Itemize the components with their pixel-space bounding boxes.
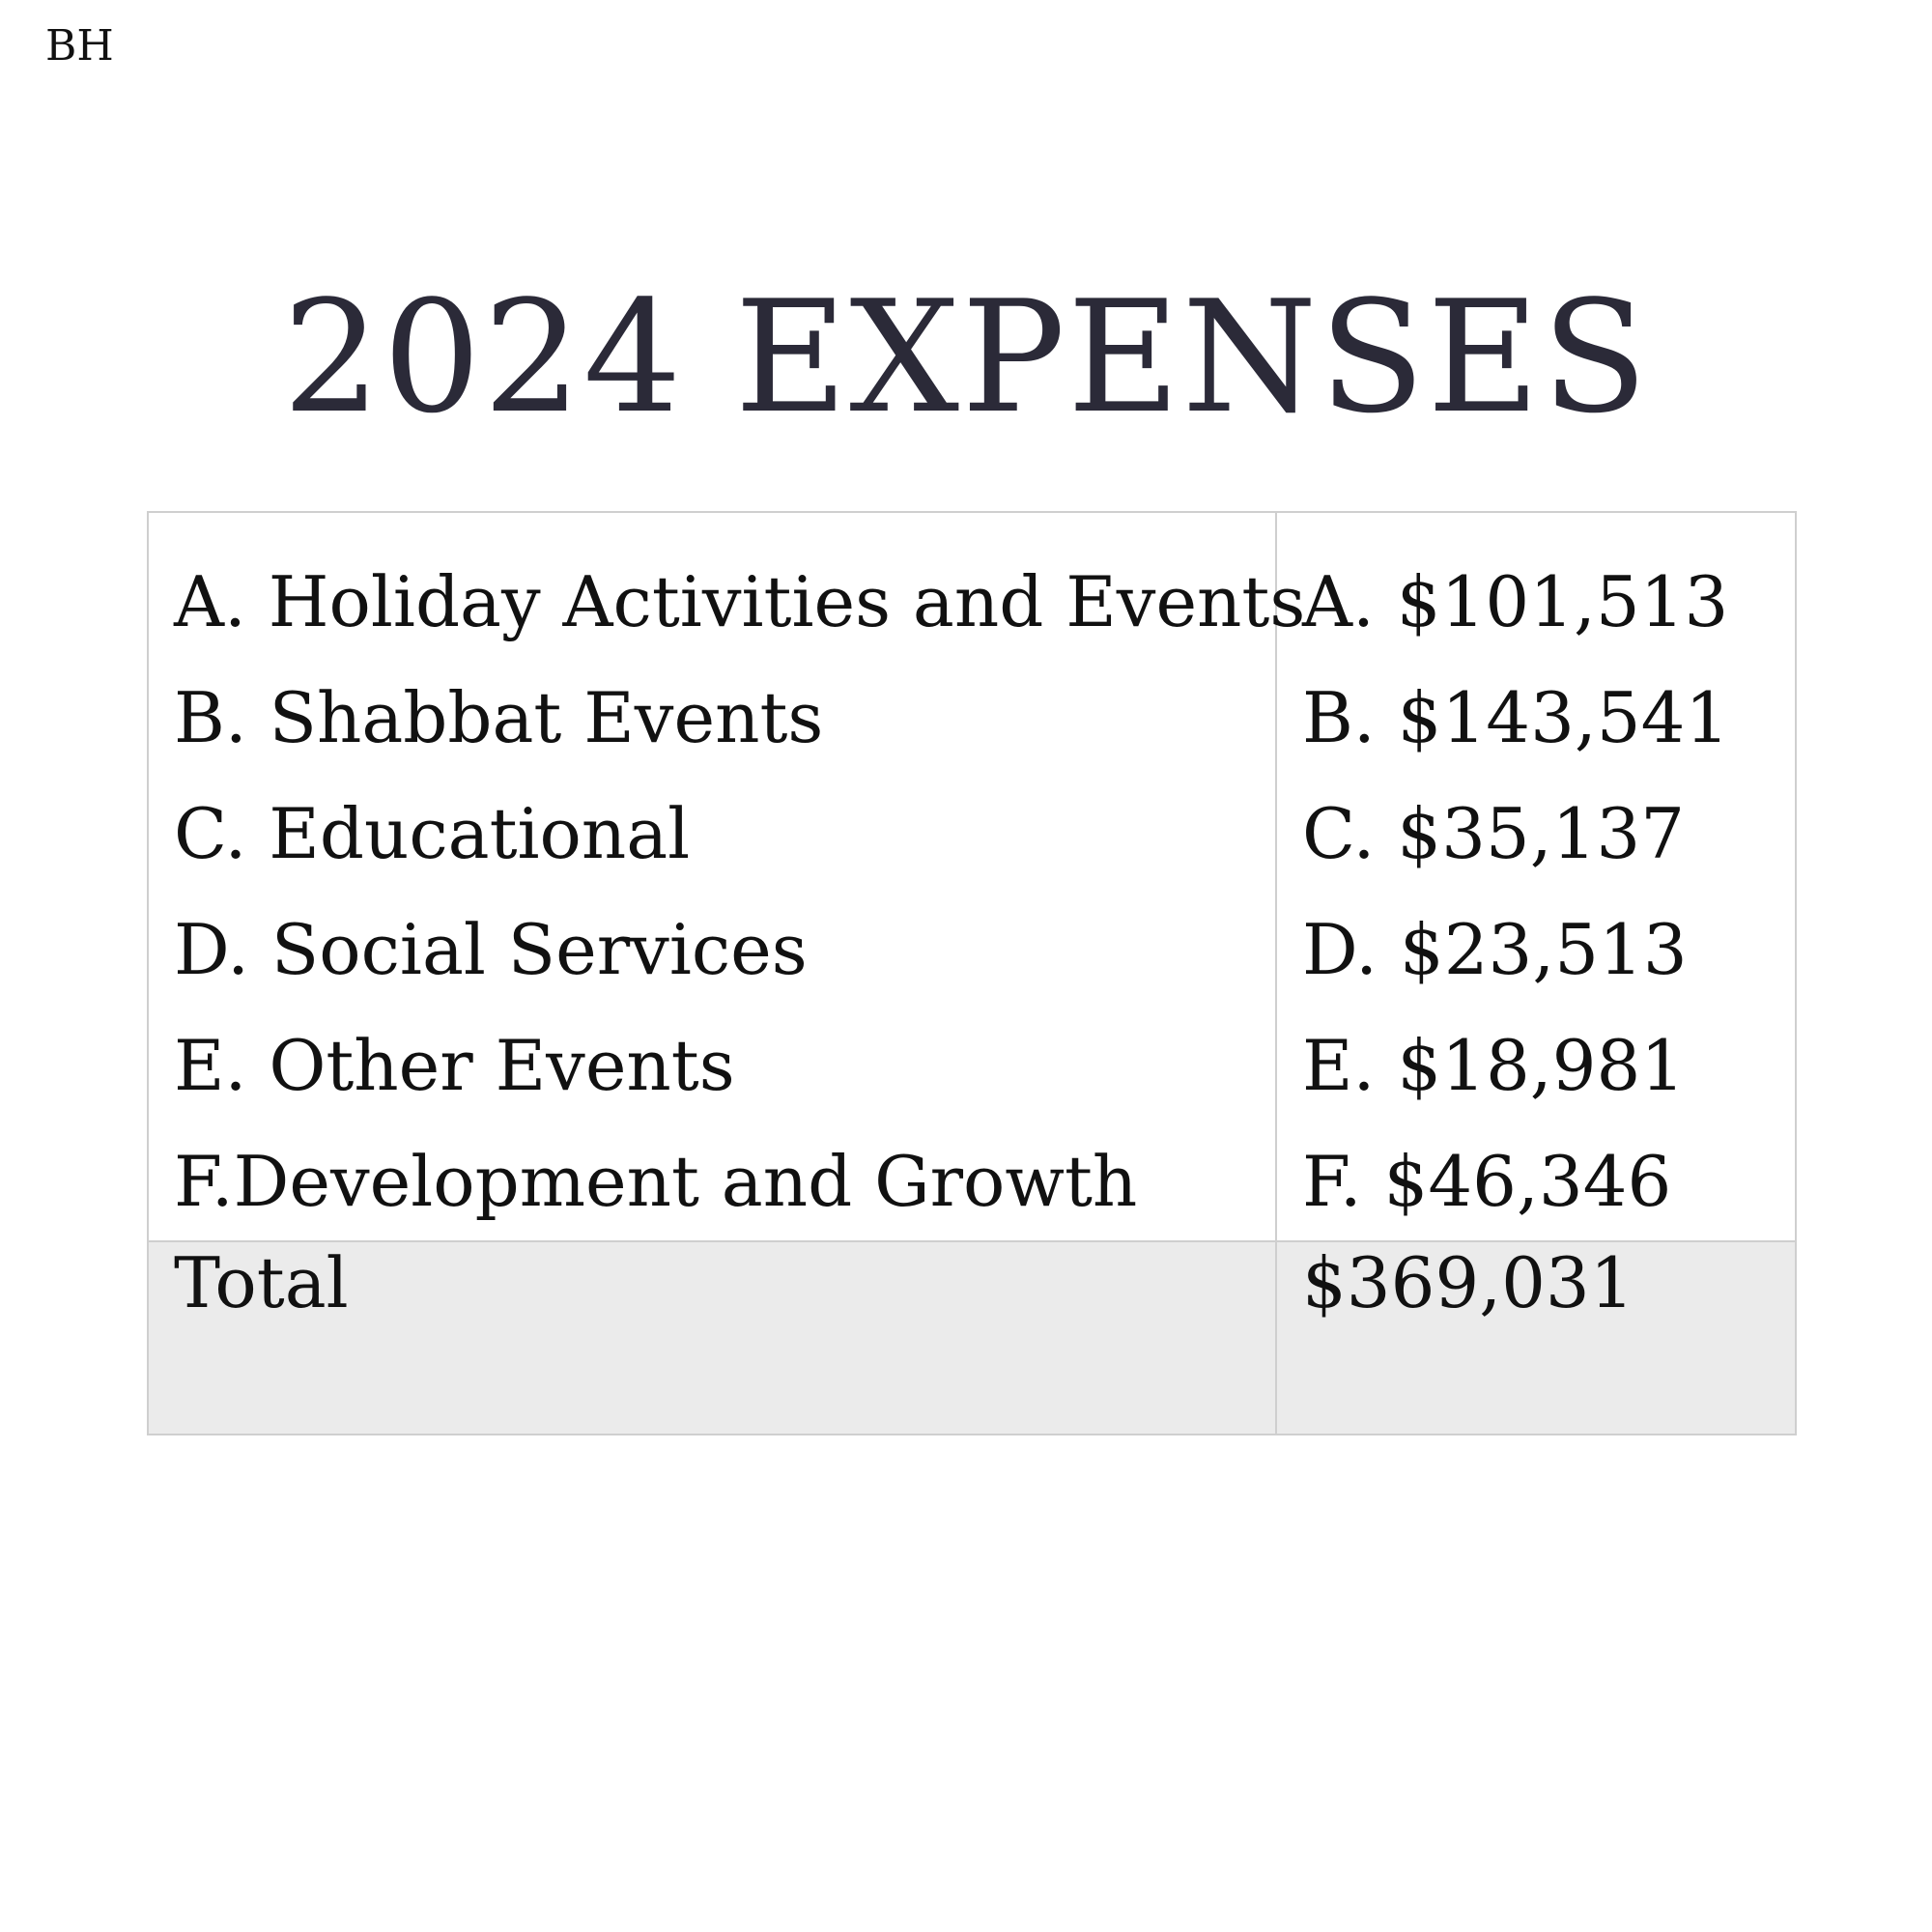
category-item-b: B. Shabbat Events	[174, 677, 824, 758]
expense-items-row	[148, 512, 1796, 1241]
amount-item-e: E. $18,981	[1302, 1025, 1686, 1106]
amount-cell	[1276, 512, 1796, 1241]
expenses-table	[147, 511, 1797, 1435]
total-amount: $369,031	[1302, 1242, 1634, 1323]
category-item-f: F.Development and Growth	[174, 1141, 1138, 1222]
total-amount-cell	[1276, 1241, 1796, 1435]
category-cell	[148, 512, 1306, 1241]
category-item-c: C. Educational	[174, 793, 691, 874]
corner-mark: BH	[45, 21, 114, 71]
category-list	[149, 513, 1306, 1239]
total-label: Total	[174, 1242, 349, 1323]
category-item-e: E. Other Events	[174, 1025, 735, 1106]
amount-item-c: C. $35,137	[1302, 793, 1686, 874]
amount-item-f: F. $46,346	[1302, 1141, 1672, 1222]
category-item-d: D. Social Services	[174, 909, 808, 990]
total-label-cell	[148, 1241, 1276, 1435]
expenses-table-container	[147, 511, 1795, 1430]
total-row	[148, 1241, 1796, 1435]
amount-item-b: B. $143,541	[1302, 677, 1730, 758]
amount-item-a: A. $101,513	[1302, 561, 1729, 642]
category-item-a: A. Holiday Activities and Events	[174, 561, 1306, 642]
amount-list	[1277, 513, 1795, 1239]
page-title: 2024 EXPENSES	[282, 267, 1650, 447]
amount-item-d: D. $23,513	[1302, 909, 1688, 990]
